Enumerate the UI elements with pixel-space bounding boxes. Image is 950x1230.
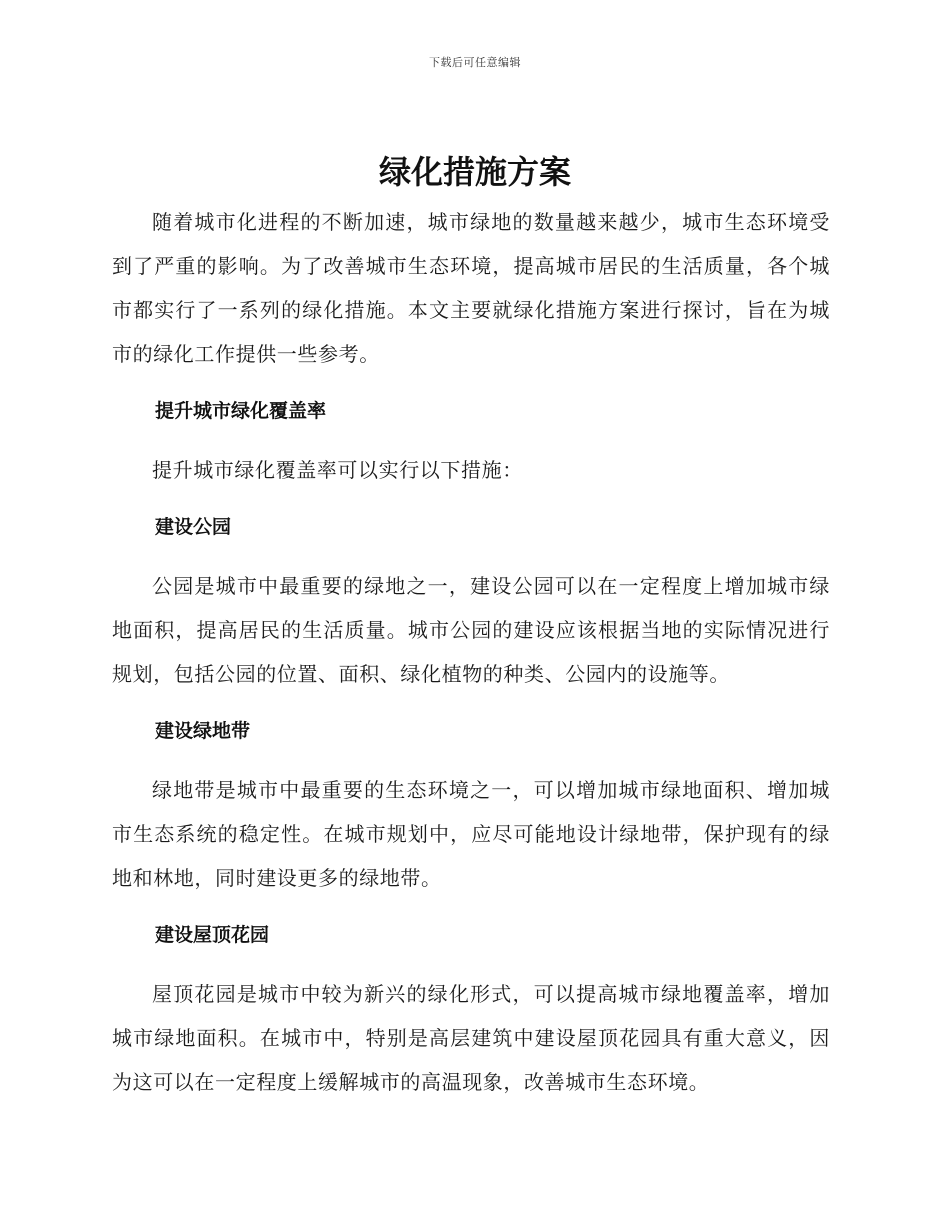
section-body-greenbelts: 绿地带是城市中最重要的生态环境之一，可以增加城市绿地面积、增加城市生态系统的稳定性。在城市规划中，应尽可能地设计绿地带，保护现有的绿地和林地，同时建设更多的绿地带。 — [112, 778, 830, 890]
section-heading-greenbelts: 建设绿地带 — [155, 720, 251, 742]
section-heading-roof-gardens: 建设屋顶花园 — [155, 924, 270, 946]
section-body-parks: 公园是城市中最重要的绿地之一，建设公园可以在一定程度上增加城市绿地面积，提高居民的生活质量。城市公园的建设应该根据当地的实际情况进行规划，包括公园的位置、面积、绿化植物的种类、公园内的设施等。 — [112, 574, 830, 686]
section-heading-coverage: 提升城市绿化覆盖率 — [155, 400, 327, 422]
document-title: 绿化措施方案 — [378, 153, 571, 191]
section-heading-parks: 建设公园 — [155, 516, 232, 538]
section-body-coverage: 提升城市绿化覆盖率可以实行以下措施： — [152, 458, 523, 482]
document-body — [112, 200, 830, 1104]
intro-paragraph: 随着城市化进程的不断加速，城市绿地的数量越来越少，城市生态环境受到了严重的影响。为了改善城市生态环境，提高城市居民的生活质量，各个城市都实行了一系列的绿化措施。本文主要就绿化措施方案进行探讨，旨在为城市的绿化工作提供一些参考。 — [112, 210, 830, 366]
section-body-roof-gardens: 屋顶花园是城市中较为新兴的绿化形式，可以提高城市绿地覆盖率，增加城市绿地面积。在城市中，特别是高层建筑中建设屋顶花园具有重大意义，因为这可以在一定程度上缓解城市的高温现象，改善城市生态环境。 — [112, 982, 830, 1094]
page-header-note: 下载后可任意编辑 — [429, 56, 521, 69]
